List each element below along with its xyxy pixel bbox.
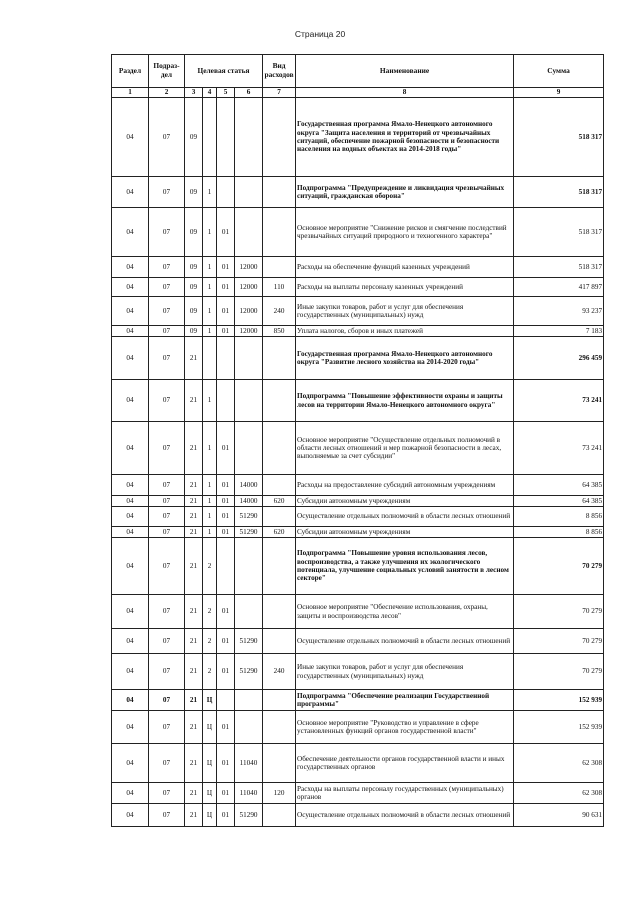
expense-type-code: 110: [263, 278, 296, 297]
program-code: 09: [185, 177, 203, 208]
item-amount: 73 241: [514, 380, 604, 422]
activity-code: 01: [217, 711, 235, 744]
activity-code: 01: [217, 475, 235, 496]
item-amount: 296 459: [514, 337, 604, 380]
section-code: 04: [112, 208, 149, 257]
col-number: 6: [235, 88, 263, 98]
direction-code: 51290: [235, 507, 263, 527]
direction-code: 51290: [235, 804, 263, 827]
activity-code: [217, 690, 235, 711]
subsection-code: 07: [149, 208, 185, 257]
table-row: [112, 654, 604, 690]
activity-code: 01: [217, 783, 235, 804]
program-code: 09: [185, 297, 203, 326]
direction-code: [235, 208, 263, 257]
table-row: [112, 595, 604, 629]
item-amount: 7 183: [514, 326, 604, 337]
table-row: [112, 208, 604, 257]
item-name: Расходы на выплаты персоналу государственных (муниципальных) органов: [296, 783, 514, 804]
expense-type-code: [263, 629, 296, 654]
table-row: [112, 177, 604, 208]
program-code: 21: [185, 507, 203, 527]
col-number: 4: [203, 88, 217, 98]
item-name: Основное мероприятие "Снижение рисков и смягчение последствий чрезвычайных ситуаций природного и техногенного характера": [296, 208, 514, 257]
column-number-row: [112, 88, 604, 98]
program-code: 21: [185, 595, 203, 629]
expense-type-code: 240: [263, 297, 296, 326]
subsection-code: 07: [149, 297, 185, 326]
direction-code: [235, 98, 263, 177]
item-name: Субсидии автономным учреждениям: [296, 496, 514, 507]
expense-type-code: 850: [263, 326, 296, 337]
item-amount: 417 897: [514, 278, 604, 297]
item-name: Осуществление отдельных полномочий в области лесных отношений: [296, 507, 514, 527]
item-amount: 93 237: [514, 297, 604, 326]
section-code: 04: [112, 595, 149, 629]
expense-type-code: [263, 744, 296, 783]
direction-code: [235, 538, 263, 595]
item-name: Расходы на предоставление субсидий автономным учреждениям: [296, 475, 514, 496]
subsection-code: 07: [149, 711, 185, 744]
item-amount: 518 317: [514, 98, 604, 177]
expense-type-code: [263, 257, 296, 278]
subsection-code: 07: [149, 177, 185, 208]
direction-code: 11040: [235, 783, 263, 804]
item-name: Иные закупки товаров, работ и услуг для обеспечения государственных (муниципальных) нужд: [296, 654, 514, 690]
direction-code: [235, 380, 263, 422]
subprogram-code: Ц: [203, 744, 217, 783]
table-row: [112, 380, 604, 422]
col-number: 9: [514, 88, 604, 98]
section-code: 04: [112, 422, 149, 475]
subprogram-code: Ц: [203, 804, 217, 827]
subsection-code: 07: [149, 629, 185, 654]
item-amount: 90 631: [514, 804, 604, 827]
table-row: [112, 711, 604, 744]
program-code: 21: [185, 783, 203, 804]
expense-type-code: [263, 804, 296, 827]
subsection-code: 07: [149, 326, 185, 337]
table-body: [112, 98, 604, 827]
subprogram-code: 1: [203, 208, 217, 257]
activity-code: 01: [217, 208, 235, 257]
subprogram-code: 1: [203, 297, 217, 326]
program-code: 21: [185, 690, 203, 711]
activity-code: 01: [217, 496, 235, 507]
activity-code: [217, 337, 235, 380]
direction-code: 11040: [235, 744, 263, 783]
expense-type-code: 240: [263, 654, 296, 690]
item-name: Осуществление отдельных полномочий в области лесных отношений: [296, 804, 514, 827]
activity-code: 01: [217, 527, 235, 538]
table-row: [112, 257, 604, 278]
subprogram-code: Ц: [203, 690, 217, 711]
direction-code: 51290: [235, 527, 263, 538]
direction-code: [235, 711, 263, 744]
header-section: Раздел: [112, 55, 149, 88]
item-name: Основное мероприятие "Обеспечение использования, охраны, защиты и воспроизводства лесов": [296, 595, 514, 629]
expense-type-code: 620: [263, 496, 296, 507]
activity-code: 01: [217, 629, 235, 654]
item-name: Осуществление отдельных полномочий в области лесных отношений: [296, 629, 514, 654]
direction-code: [235, 690, 263, 711]
header-subsection: Подраз-дел: [149, 55, 185, 88]
program-code: 21: [185, 804, 203, 827]
program-code: 21: [185, 475, 203, 496]
activity-code: [217, 177, 235, 208]
col-number: 8: [296, 88, 514, 98]
activity-code: [217, 380, 235, 422]
expense-type-code: [263, 337, 296, 380]
section-code: 04: [112, 177, 149, 208]
activity-code: 01: [217, 507, 235, 527]
expense-type-code: [263, 177, 296, 208]
item-amount: 62 308: [514, 783, 604, 804]
section-code: 04: [112, 629, 149, 654]
col-number: 5: [217, 88, 235, 98]
subsection-code: 07: [149, 654, 185, 690]
section-code: 04: [112, 297, 149, 326]
direction-code: [235, 422, 263, 475]
program-code: 21: [185, 496, 203, 507]
col-number: 3: [185, 88, 203, 98]
activity-code: 01: [217, 744, 235, 783]
header-name: Наименование: [296, 55, 514, 88]
section-code: 04: [112, 496, 149, 507]
subsection-code: 07: [149, 278, 185, 297]
table-row: [112, 629, 604, 654]
table-row: [112, 507, 604, 527]
subsection-code: 07: [149, 98, 185, 177]
table-row: [112, 538, 604, 595]
section-code: 04: [112, 783, 149, 804]
program-code: 21: [185, 422, 203, 475]
item-amount: 152 939: [514, 690, 604, 711]
item-name: Основное мероприятие "Руководство и управление в сфере установленных функций органов государственной власти": [296, 711, 514, 744]
item-amount: 8 856: [514, 527, 604, 538]
subprogram-code: 2: [203, 595, 217, 629]
subprogram-code: 1: [203, 177, 217, 208]
expense-type-code: [263, 711, 296, 744]
item-amount: 518 317: [514, 208, 604, 257]
table-row: [112, 527, 604, 538]
program-code: 09: [185, 326, 203, 337]
program-code: 21: [185, 538, 203, 595]
activity-code: 01: [217, 804, 235, 827]
activity-code: [217, 98, 235, 177]
subprogram-code: [203, 337, 217, 380]
item-amount: 70 279: [514, 654, 604, 690]
item-name: Подпрограмма "Повышение уровня использования лесов, воспроизводства, а также улучшения их экологического потенциала, улучшение социальных условий занятости в лесном секторе": [296, 538, 514, 595]
subprogram-code: 1: [203, 278, 217, 297]
table-row: [112, 278, 604, 297]
subprogram-code: 1: [203, 326, 217, 337]
subsection-code: 07: [149, 744, 185, 783]
col-number: 2: [149, 88, 185, 98]
subprogram-code: [203, 98, 217, 177]
table-row: [112, 326, 604, 337]
activity-code: 01: [217, 595, 235, 629]
item-amount: 62 308: [514, 744, 604, 783]
item-amount: 70 279: [514, 595, 604, 629]
item-name: Государственная программа Ямало-Ненецкого автономного округа "Развитие лесного хозяйства на 2014-2020 годы": [296, 337, 514, 380]
section-code: 04: [112, 744, 149, 783]
subprogram-code: Ц: [203, 783, 217, 804]
subsection-code: 07: [149, 690, 185, 711]
section-code: 04: [112, 507, 149, 527]
subprogram-code: 2: [203, 654, 217, 690]
section-code: 04: [112, 804, 149, 827]
program-code: 09: [185, 98, 203, 177]
program-code: 21: [185, 744, 203, 783]
expense-type-code: [263, 538, 296, 595]
subprogram-code: 1: [203, 475, 217, 496]
activity-code: 01: [217, 654, 235, 690]
subsection-code: 07: [149, 527, 185, 538]
direction-code: [235, 337, 263, 380]
subprogram-code: 2: [203, 538, 217, 595]
expense-type-code: 120: [263, 783, 296, 804]
table-row: [112, 475, 604, 496]
expense-type-code: [263, 98, 296, 177]
table-row: [112, 337, 604, 380]
subsection-code: 07: [149, 475, 185, 496]
activity-code: 01: [217, 278, 235, 297]
activity-code: 01: [217, 257, 235, 278]
direction-code: 14000: [235, 496, 263, 507]
item-name: Уплата налогов, сборов и иных платежей: [296, 326, 514, 337]
item-name: Государственная программа Ямало-Ненецкого автономного округа "Защита населения и территорий от чрезвычайных ситуаций, обеспечение пожарной безопасности и безопасности населения на водных объектах на 2014-2018 годы": [296, 98, 514, 177]
expense-type-code: [263, 595, 296, 629]
program-code: 21: [185, 654, 203, 690]
direction-code: [235, 595, 263, 629]
subsection-code: 07: [149, 595, 185, 629]
subprogram-code: 1: [203, 527, 217, 538]
section-code: 04: [112, 475, 149, 496]
item-name: Основное мероприятие "Осуществление отдельных полномочий в области лесных отношений и мер пожарной безопасности в лесах, выполняемые за счет субсидии": [296, 422, 514, 475]
subsection-code: 07: [149, 783, 185, 804]
direction-code: 12000: [235, 278, 263, 297]
subsection-code: 07: [149, 257, 185, 278]
expense-type-code: [263, 690, 296, 711]
program-code: 09: [185, 257, 203, 278]
subsection-code: 07: [149, 422, 185, 475]
activity-code: 01: [217, 422, 235, 475]
item-name: Субсидии автономным учреждениям: [296, 527, 514, 538]
section-code: 04: [112, 527, 149, 538]
item-amount: 518 317: [514, 257, 604, 278]
direction-code: [235, 177, 263, 208]
subprogram-code: Ц: [203, 711, 217, 744]
direction-code: 12000: [235, 297, 263, 326]
table-row: [112, 783, 604, 804]
section-code: 04: [112, 538, 149, 595]
program-code: 21: [185, 711, 203, 744]
activity-code: 01: [217, 326, 235, 337]
section-code: 04: [112, 654, 149, 690]
expense-type-code: [263, 380, 296, 422]
direction-code: 51290: [235, 629, 263, 654]
header-expense-type: Вид расходов: [263, 55, 296, 88]
table-row: [112, 297, 604, 326]
subprogram-code: 2: [203, 629, 217, 654]
item-amount: 70 279: [514, 538, 604, 595]
item-amount: 70 279: [514, 629, 604, 654]
table-row: [112, 422, 604, 475]
section-code: 04: [112, 278, 149, 297]
subsection-code: 07: [149, 337, 185, 380]
header-row: [112, 55, 604, 88]
section-code: 04: [112, 98, 149, 177]
program-code: 09: [185, 208, 203, 257]
expense-type-code: [263, 422, 296, 475]
section-code: 04: [112, 380, 149, 422]
item-amount: 152 939: [514, 711, 604, 744]
budget-table: [111, 54, 604, 827]
program-code: 21: [185, 629, 203, 654]
item-amount: 73 241: [514, 422, 604, 475]
table-row: [112, 744, 604, 783]
item-amount: 8 856: [514, 507, 604, 527]
header-amount: Сумма: [514, 55, 604, 88]
item-amount: 518 317: [514, 177, 604, 208]
table-row: [112, 98, 604, 177]
expense-type-code: [263, 475, 296, 496]
item-name: Иные закупки товаров, работ и услуг для обеспечения государственных (муниципальных) нужд: [296, 297, 514, 326]
subsection-code: 07: [149, 496, 185, 507]
program-code: 21: [185, 337, 203, 380]
direction-code: 14000: [235, 475, 263, 496]
page-number: Страница 20: [294, 29, 346, 39]
activity-code: [217, 538, 235, 595]
expense-type-code: [263, 507, 296, 527]
item-name: Подпрограмма "Предупреждение и ликвидация чрезвычайных ситуаций, гражданская оборона": [296, 177, 514, 208]
subsection-code: 07: [149, 380, 185, 422]
section-code: 04: [112, 326, 149, 337]
program-code: 21: [185, 380, 203, 422]
subsection-code: 07: [149, 538, 185, 595]
subsection-code: 07: [149, 507, 185, 527]
header-target-article: Целевая статья: [185, 55, 263, 88]
section-code: 04: [112, 257, 149, 278]
subprogram-code: 1: [203, 507, 217, 527]
expense-type-code: 620: [263, 527, 296, 538]
section-code: 04: [112, 711, 149, 744]
activity-code: 01: [217, 297, 235, 326]
item-name: Обеспечение деятельности органов государственной власти и иных государственных органов: [296, 744, 514, 783]
item-name: Расходы на обеспечение функций казенных учреждений: [296, 257, 514, 278]
item-amount: 64 385: [514, 475, 604, 496]
item-name: Расходы на выплаты персоналу казенных учреждений: [296, 278, 514, 297]
item-amount: 64 385: [514, 496, 604, 507]
direction-code: 12000: [235, 326, 263, 337]
program-code: 21: [185, 527, 203, 538]
item-name: Подпрограмма "Обеспечение реализации Государственной программы": [296, 690, 514, 711]
table-row: [112, 690, 604, 711]
section-code: 04: [112, 337, 149, 380]
direction-code: 12000: [235, 257, 263, 278]
direction-code: 51290: [235, 654, 263, 690]
subprogram-code: 1: [203, 380, 217, 422]
program-code: 09: [185, 278, 203, 297]
subprogram-code: 1: [203, 257, 217, 278]
section-code: 04: [112, 690, 149, 711]
col-number: 1: [112, 88, 149, 98]
table-row: [112, 496, 604, 507]
col-number: 7: [263, 88, 296, 98]
subsection-code: 07: [149, 804, 185, 827]
subprogram-code: 1: [203, 422, 217, 475]
subprogram-code: 1: [203, 496, 217, 507]
item-name: Подпрограмма "Повышение эффективности охраны и защиты лесов на территории Ямало-Ненецкого автономного округа": [296, 380, 514, 422]
table-row: [112, 804, 604, 827]
expense-type-code: [263, 208, 296, 257]
